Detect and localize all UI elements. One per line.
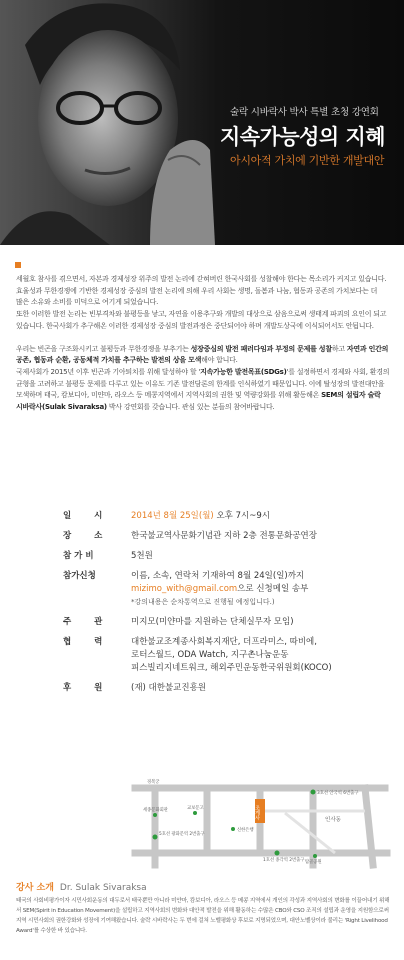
section-marker — [15, 262, 21, 268]
intro-text — [16, 274, 390, 425]
map-label-jogyesa: 조계사 — [254, 805, 260, 820]
date-value: 2014년 8월 25일(월) — [131, 511, 214, 521]
station-marker — [153, 835, 158, 840]
speaker-bio: 태국의 사회비평가이자 시민사회운동의 대두로서 태국뿐만 아니라 미얀마, 캄보디아, 라오스 등 메콩 지역에서 개인의 각성과 지역사회의 변화를 이끌어내기 위해서 SEM(Spirit in Education Movement)을 설립하고 지역사회의 변화와 대안적 발전을 위해 활동하는 수많은 CBO와 CSO 조직의 설립과 운영을 지원함으로써 지역 시민사회의 권한강화와 성장에 기여해왔습니다. 술락 시바락사는 두 번에 걸쳐 노벨평화상 후보로 지명되었으며, 대안노벨상이라 불리는 'Right Livelihood Award'를 수상한 바 있습니다. — [16, 898, 390, 934]
sponsor-value: (재) 대한불교진흥원 — [131, 683, 207, 693]
intro-paragraph: 우리는 빈곤을 구조화시키고 불평등과 무한경쟁을 부추기는 성장중심의 발전 패러다임과 부정의 문제를 성찰하고 자연과 인간의 공존, 협동과 순환, 공동체적 가치를 추구하는 발전의 상을 모색해야 합니다. 국제사회가 2015년 이후 빈곤과 기아퇴치를 위해 달성하야 할 '지속가능한 발전목표(SDGs)'를 설정하면서 경제와 사회, 환경의 균형을 고려하고 불평등 문제를 다루고 있는 이유도 기존 발전담론의 한계를 인식하였기 때문입니다. 이에 탈성장의 발전대안을 모색하며 태국, 캄보디아, 미얀마, 라오스 등 메콩지역에서 지역사회의 권한 및 역량강화를 위해 활동해온 SEM의 설립자 술락 시바락사(Sulak Sivaraksa) 박사 강연회를 갖습니다. 관심 있는 분들의 참여바랍니다. — [16, 344, 390, 412]
fee-value: 5천원 — [131, 551, 153, 561]
intro-paragraph: 세월호 참사를 겪으면서, 자본과 경제성장 위주의 발전 논리에 갇혀버린 한국사회를 성찰해야 한다는 목소리가 커지고 있습니다. 효율성과 무한경쟁에 기반한 경제성장 중심의 발전 논리에 의해 우리 사회는 생명, 돌봄과 나눔, 협동과 공존의 가치보다는 더 많은 소유와 소비를 미덕으로 여기게 되었습니다. 또한 이러한 발전 논리는 빈부격차와 불평등을 낳고, 자연을 이용추구와 개발의 대상으로 삼음으로써 생태계 파괴의 요인이 되고 있습니다. 한국사회가 추구해온 이러한 경제성장 중심의 발전과정은 중단되어야 하며 개발도상국에 이식되어서도 안됩니다. — [16, 275, 387, 330]
hero-banner — [0, 0, 404, 245]
place-value: 한국불교역사문화기념관 지하 2층 전통문화공연장 — [131, 531, 317, 541]
map-label-tapgol: 탑골공원 — [305, 860, 322, 865]
info-row-sponsor — [63, 682, 393, 695]
event-info — [63, 510, 393, 702]
info-row-host — [63, 616, 393, 629]
speaker-portrait — [0, 0, 215, 245]
map-label-station-bottom: 1호선 종각역 2번출구 — [263, 858, 305, 863]
station-marker — [311, 790, 316, 795]
place-marker — [193, 811, 197, 815]
map-label-station-top: 3호선 안국역 6번출구 — [317, 791, 359, 796]
apply-label: 참가신청 — [63, 571, 96, 581]
speaker-heading-ko: 강사 소개 — [16, 883, 54, 893]
place-marker — [231, 827, 235, 831]
place-label: 장 소 — [63, 531, 113, 541]
info-row-fee — [63, 550, 393, 563]
map-label-sejong: 세종문화회관 — [143, 808, 168, 813]
place-marker — [313, 854, 317, 858]
fee-label: 참 가 비 — [63, 551, 94, 561]
time-value: 오후 7시~9시 — [213, 511, 270, 521]
sponsor-label: 후 원 — [63, 683, 113, 693]
speaker-heading — [16, 880, 147, 893]
hero-subtitle: 술락 시바락사 박사 특별 초청 강연회 — [230, 107, 379, 118]
host-value: 미지모(미얀마를 지원하는 단체실무자 모임) — [131, 617, 294, 627]
place-marker — [153, 813, 157, 817]
map-label-insadong: 인사동 — [325, 817, 341, 823]
location-map — [125, 773, 397, 871]
info-row-apply: 참가신청 이름, 소속, 연락처 기재하여 8월 24일(일)까지 mizimo_with@gmail.com으로 신청메일 송부 *강의내용은 순차통역으로 진행될 예정입니다.) — [63, 570, 393, 609]
apply-note: *강의내용은 순차통역으로 진행될 예정입니다.) — [131, 598, 275, 606]
coop-label: 협 력 — [63, 637, 113, 647]
host-label: 주 관 — [63, 617, 113, 627]
map-label-kyobo: 교보문고 — [187, 806, 204, 811]
apply-email-link[interactable]: mizimo_with@gmail.com — [131, 584, 238, 594]
map-label-sinhan: 신한은행 — [237, 828, 254, 833]
speaker-name-en: Dr. Sulak Sivaraksa — [59, 883, 147, 893]
map-label-gyeongbokgung: 경복궁 — [147, 780, 160, 785]
hero-title: 지속가능성의 지혜 — [220, 125, 386, 149]
info-row-coop: 협 력 대한불교조계종사회복지재단, 더프라미스, 따비에, 로터스월드, ODA Watch, 지구촌나눔운동 피스빌리지네트워크, 해외주민운동한국위원회(KOCO) — [63, 637, 332, 673]
date-label: 일 시 — [63, 511, 113, 521]
station-marker — [275, 851, 280, 856]
info-row-place — [63, 530, 393, 543]
info-row-date — [63, 510, 393, 523]
map-label-station-left: 5호선 광화문역 2번출구 — [159, 832, 205, 837]
hero-tagline: 아시아적 가치에 기반한 개발대안 — [230, 154, 385, 167]
